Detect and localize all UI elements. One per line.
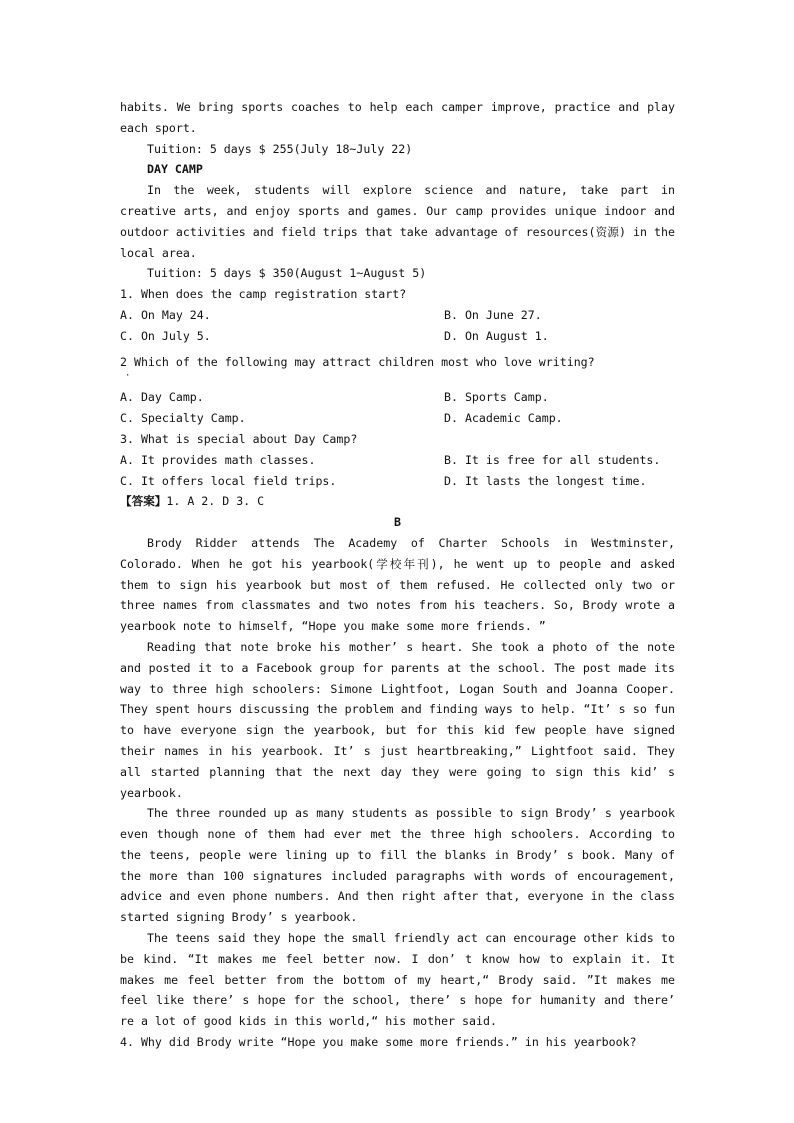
- answer-line: [120, 491, 675, 512]
- question-1-option-b: B. On June 27.: [444, 307, 542, 322]
- camp-paragraph-continued: habits. We bring sports coaches to help each camper improve, practice and play each sport.: [120, 100, 675, 135]
- question-2-option-a: A. Day Camp.: [120, 390, 204, 405]
- question-1-option-d: D. On August 1.: [444, 328, 549, 343]
- sports-camp-tuition: Tuition: 5 days $ 255(July 18~July 22): [147, 141, 413, 156]
- question-2-option-c: C. Specialty Camp.: [120, 411, 246, 426]
- passage-b-paragraph-2: Reading that note broke his mother’ s heart. She took a photo of the note and posted it to a Facebook group for parents at the school. The post made its way to three high schoolers: Simone Lightfoot, Logan South and Joanna Cooper. They spent hours discussing the problem and finding ways to help. “It’ s so fun to have everyone sign the yearbook, but for this kid few people have signed their names in his yearbook. It’ s just heartbreaking,” Lightfoot said. They all started planning that the next day they were going to sign this kid’ s yearbook.: [120, 639, 675, 800]
- question-3-stem: 3. What is special about Day Camp?: [120, 431, 358, 446]
- question-2-option-b: B. Sports Camp.: [444, 390, 549, 405]
- question-1-options-row-2: [120, 326, 675, 347]
- question-3-options-row-1: [120, 450, 675, 471]
- passage-b-paragraph-3: The three rounded up as many students as possible to sign Brody’ s yearbook even though none of them had ever met the three high schoolers. According to the teens, people were lining up to fill the blanks in Brody’ s book. Many of the more than 100 signatures included paragraphs with words of encouragement, advice and even phone numbers. And then right after that, everyone in the class started signing Brody’ s yearbook.: [120, 806, 675, 925]
- question-1-stem: 1. When does the camp registration start?: [120, 287, 407, 302]
- question-2-options-row-2: [120, 408, 675, 429]
- question-3-option-b: B. It is free for all students.: [444, 452, 661, 467]
- question-3-option-c: C. It offers local field trips.: [120, 473, 337, 488]
- question-1-option-a: A. On May 24.: [120, 307, 211, 322]
- passage-b-title: B: [394, 515, 401, 530]
- document-page: [120, 97, 675, 1053]
- day-camp-tuition: Tuition: 5 days $ 350(August 1~August 5): [147, 266, 427, 281]
- question-3-options-row-2: [120, 471, 675, 492]
- day-camp-heading: DAY CAMP: [147, 162, 203, 177]
- answer-text: 1. A 2. D 3. C: [166, 494, 265, 509]
- passage-b-paragraph-4: The teens said they hope the small friendly act can encourage other kids to be kind. “It makes me feel better now. I don’ t know how to explain it. It makes me feel better from the bottom of my heart,“ Brody said. ”It makes me feel like there’ s hope for the school, there’ s hope for humanity and there’ re a lot of good kids in this world,“ his mother said.: [120, 931, 675, 1029]
- answer-label: 【答案】: [120, 494, 167, 509]
- stray-dot-mark: ·: [125, 371, 131, 382]
- question-3-option-a: A. It provides math classes.: [120, 452, 316, 467]
- question-2-options-row-1: [120, 387, 675, 408]
- question-3-option-d: D. It lasts the longest time.: [444, 473, 647, 488]
- question-2-stem: 2 Which of the following may attract children most who love writing?: [120, 354, 595, 369]
- question-2-option-d: D. Academic Camp.: [444, 411, 563, 426]
- passage-b-paragraph-1: Brody Ridder attends The Academy of Charter Schools in Westminster, Colorado. When he got his yearbook(学校年刊), he went up to people and asked them to sign his yearbook but most of them refused. He collected only two or three names from classmates and two notes from his teachers. So, Brody wrote a yearbook note to himself, “Hope you make some more friends. ”: [120, 535, 675, 634]
- question-1-option-c: C. On July 5.: [120, 328, 211, 343]
- question-4-stem: 4. Why did Brody write “Hope you make some more friends.” in his yearbook?: [120, 1035, 637, 1050]
- day-camp-paragraph: In the week, students will explore science and nature, take part in creative arts, and enjoy sports and games. Our camp provides unique indoor and outdoor activities and field trips that take advantage of resources(资源) in the local area.: [120, 183, 675, 260]
- question-1-options-row-1: [120, 305, 675, 326]
